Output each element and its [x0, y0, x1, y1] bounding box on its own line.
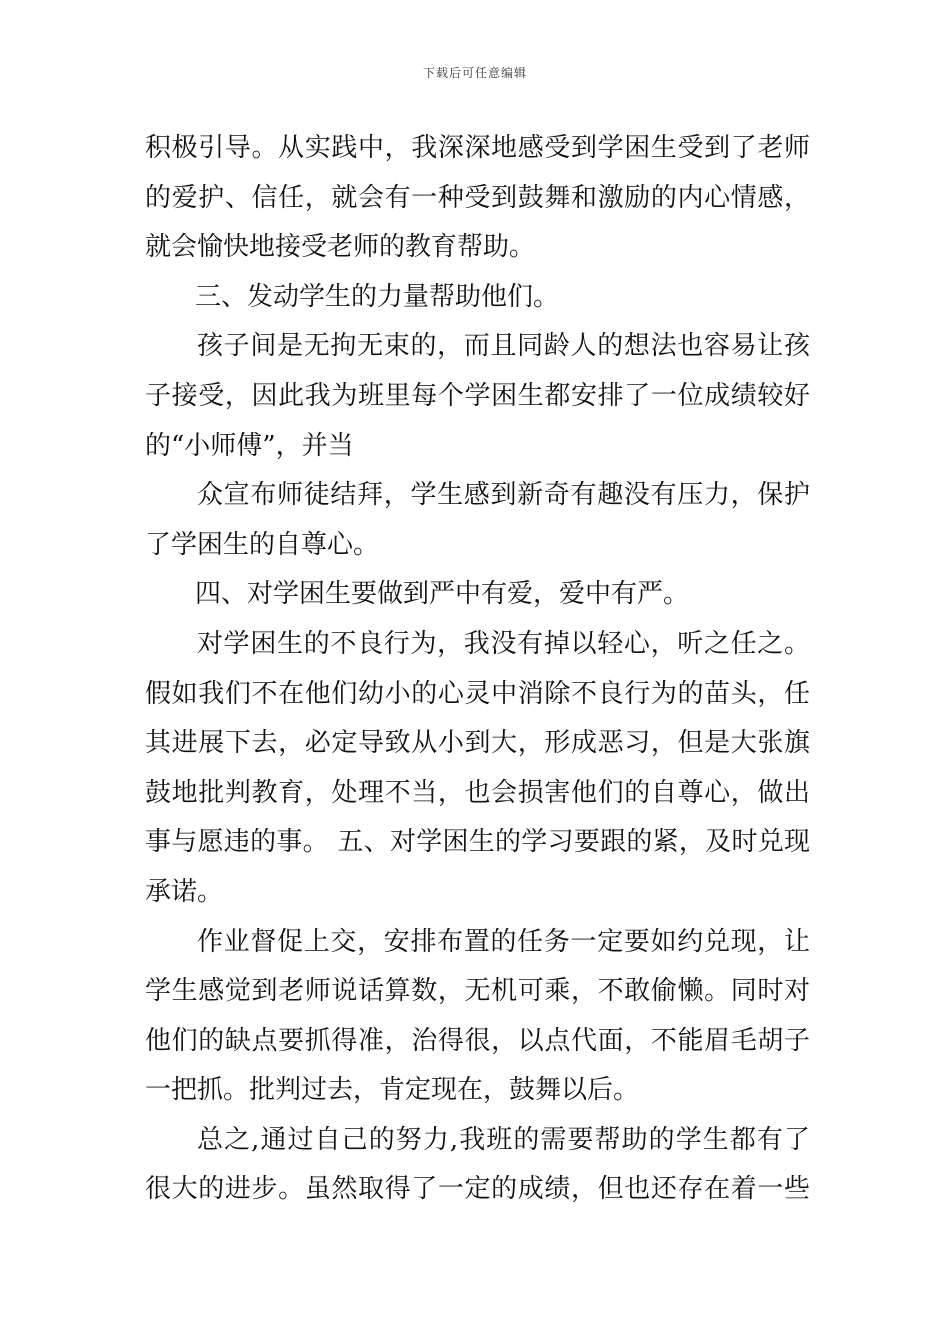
text-line: 孩子间是无拘无束的，而且同龄人的想法也容易让孩 [197, 331, 810, 362]
text-line: 对学困生的不良行为，我没有掉以轻心，听之任之。 [197, 628, 810, 659]
text-line: 假如我们不在他们幼小的心灵中消除不良行为的苗头，任 [145, 678, 810, 709]
text-line: 总之,通过自己的努力,我班的需要帮助的学生都有了 [197, 1124, 810, 1155]
text-line: 承诺。 [145, 876, 224, 907]
text-line: 事与愿违的事。 五、对学困生的学习要跟的紧，及时兑现 [145, 827, 810, 858]
text-line: 作业督促上交，安排布置的任务一定要如约兑现，让 [197, 926, 810, 957]
text-line: 了学困生的自尊心。 [145, 529, 380, 560]
section-heading: 四、对学困生要做到严中有爱，爱中有严。 [195, 579, 690, 610]
text-line: 其进展下去，必定导致从小到大，形成恶习，但是大张旗 [145, 728, 810, 759]
text-line: 一把抓。批判过去，肯定现在，鼓舞以后。 [145, 1075, 640, 1106]
text-line: 积极引导。从实践中，我深深地感受到学困生受到了老师 [145, 133, 810, 163]
text-line: 就会愉快地接受老师的教育帮助。 [145, 232, 536, 263]
text-line: 他们的缺点要抓得准，治得很，以点代面，不能眉毛胡子 [145, 1025, 810, 1056]
text-line: 众宣布师徒结拜，学生感到新奇有趣没有压力，保护 [197, 480, 810, 511]
text-line: 子接受，因此我为班里每个学困生都安排了一位成绩较好 [145, 380, 810, 411]
text-line: 的“小师傅”，并当 [145, 430, 354, 461]
section-heading: 三、发动学生的力量帮助他们。 [195, 281, 560, 312]
text-line: 的爱护、信任，就会有一种受到鼓舞和激励的内心情感， [145, 182, 810, 213]
page-header: 下载后可任意编辑 [422, 66, 527, 80]
document-body [145, 124, 810, 1215]
text-line: 学生感觉到老师说话算数，无机可乘，不敢偷懒。同时对 [145, 976, 810, 1007]
text-line: 很大的进步。虽然取得了一定的成绩，但也还存在着一些 [145, 1174, 810, 1205]
text-line: 鼓地批判教育，处理不当，也会损害他们的自尊心，做出 [145, 777, 810, 808]
